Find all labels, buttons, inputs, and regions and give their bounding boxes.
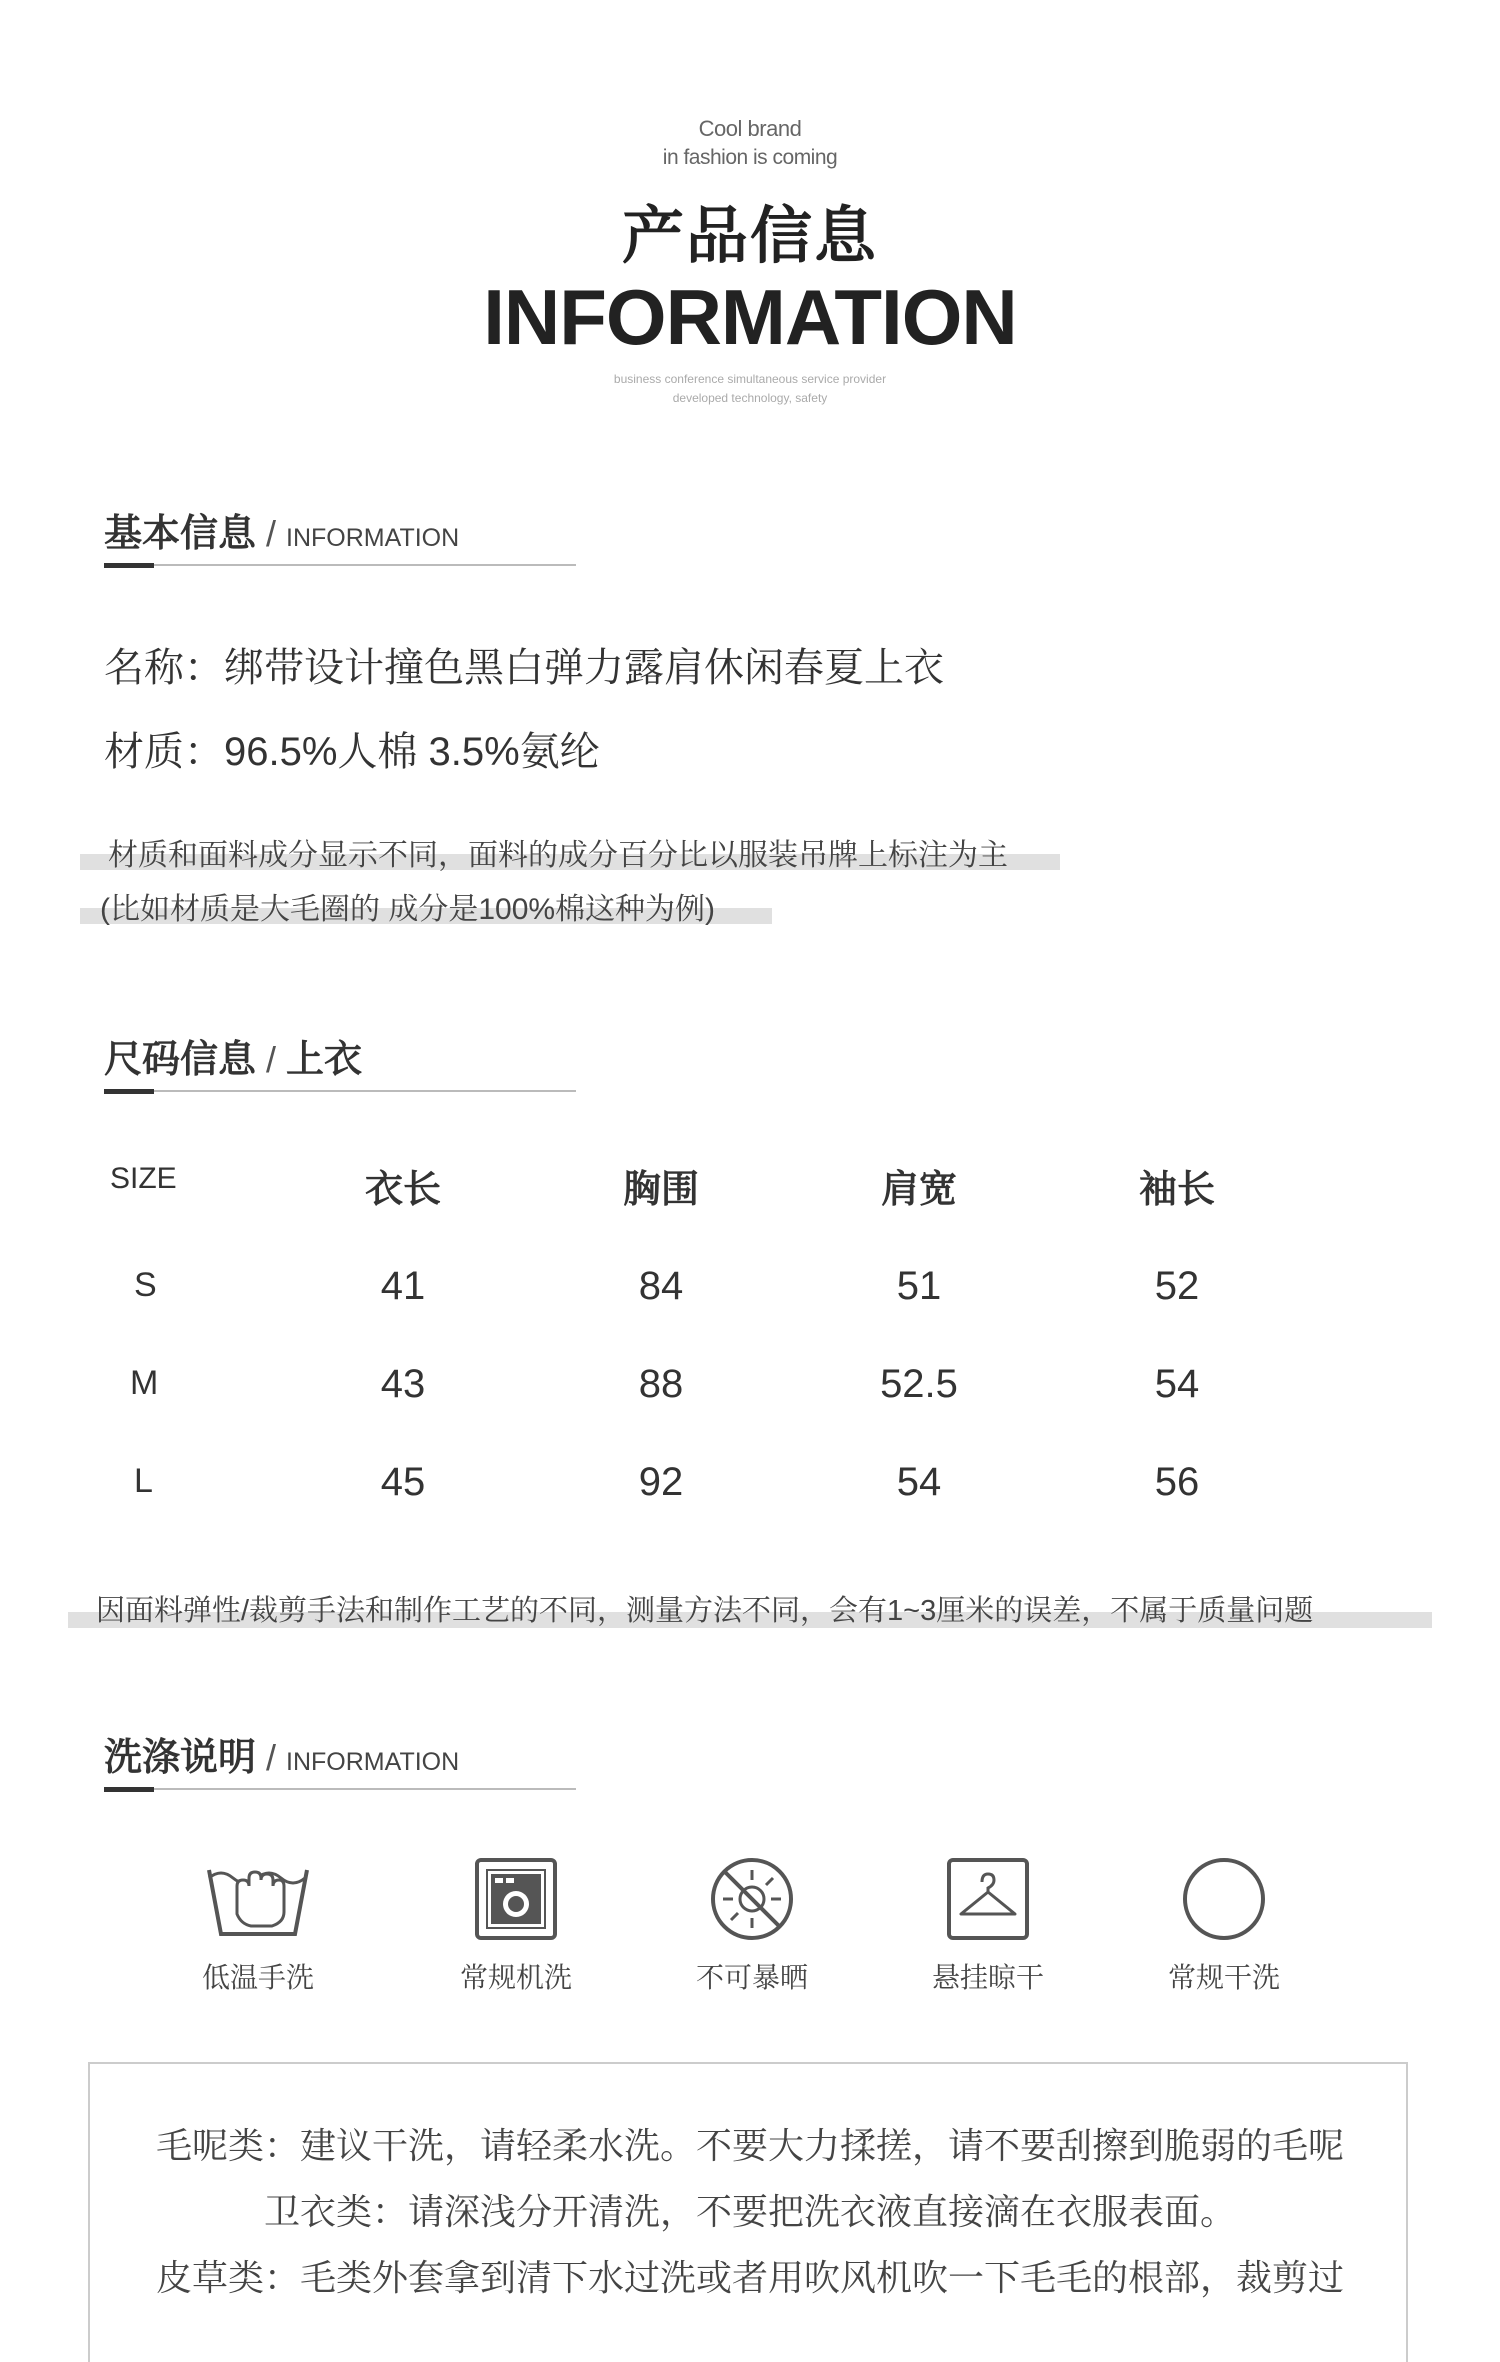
tagline-1: business conference simultaneous service provider [613,372,887,386]
section-accent-bar [104,1089,154,1094]
brand-line-1: Cool brand [698,116,802,141]
table-cell: 43 [380,1362,426,1406]
table-cell: 84 [638,1264,684,1308]
table-cell: 88 [638,1362,684,1406]
care-instruction-fur: 皮草类：毛类外套拿到清下水过洗或者用吹风机吹一下毛毛的根部，裁剪过 [155,2257,1344,2298]
section-title-en: INFORMATION [286,524,460,552]
table-cell: 92 [638,1460,684,1504]
section-header-size-info [104,1028,576,1100]
table-header-bust: 胸围 [622,1169,699,1211]
table-cell: 54 [896,1460,942,1504]
brand-line-2: in fashion is coming [662,146,838,169]
section-title-separator: / [266,1737,277,1778]
section-title-cn: 基本信息 [104,513,257,555]
care-label: 常规干洗 [1167,1962,1280,1993]
care-instruction-wool: 毛呢类：建议干洗，请轻柔水洗。不要大力揉搓，请不要刮擦到脆弱的毛呢 [155,2125,1344,2166]
section-title-separator: / [266,1039,277,1080]
section-divider [104,1090,576,1092]
table-cell: 45 [380,1460,426,1504]
section-title-cn: 尺码信息 [104,1039,257,1081]
section-title-sub: 上衣 [286,1039,363,1081]
section-header-wash-info [104,1726,576,1798]
care-item-hand-wash [158,1856,358,1996]
material-note-2-text: (比如材质是大毛圈的 成分是100%棉这种为例) [100,893,716,926]
care-item-no-sun [652,1856,852,1996]
section-accent-bar [104,563,154,568]
section-divider [104,1788,576,1790]
tagline-2: developed technology, safety [672,391,828,405]
measurement-note [68,1584,1432,1628]
care-instructions-box [88,2062,1408,2362]
section-title-cn: 洗涤说明 [104,1737,257,1779]
table-cell-size: S [134,1266,157,1304]
table-cell: 54 [1154,1362,1200,1406]
care-label: 不可暴晒 [695,1962,808,1993]
table-cell: 51 [896,1264,942,1308]
section-accent-bar [104,1787,154,1792]
hand-wash-icon [203,1856,313,1942]
section-title [104,1028,362,1083]
table-cell-size: L [134,1462,153,1500]
section-title [104,502,459,557]
care-label: 低温手洗 [201,1962,314,1993]
table-cell: 56 [1154,1460,1200,1504]
page-title-en: INFORMATION [483,273,1017,361]
table-header-length: 衣长 [364,1169,441,1211]
table-header-size: SIZE [110,1162,177,1195]
care-item-hang-dry [888,1856,1088,1996]
material-note-1-text: 材质和面料成分显示不同，面料的成分百分比以服装吊牌上标注为主 [108,839,1008,872]
measurement-note-text: 因面料弹性/裁剪手法和制作工艺的不同，测量方法不同，会有1~3厘米的误差，不属于质量问题 [96,1595,1314,1627]
machine-wash-icon [473,1856,559,1942]
hang-dry-icon [945,1856,1031,1942]
care-item-dry-clean [1124,1856,1324,1996]
care-label: 常规机洗 [459,1962,572,1993]
product-name: 名称：绑带设计撞色黑白弹力露肩休闲春夏上衣 [104,646,944,690]
table-header-shoulder: 肩宽 [880,1169,957,1211]
dry-clean-icon [1181,1856,1267,1942]
care-item-machine-wash [416,1856,616,1996]
page-title-cn: 产品信息 [621,202,878,271]
table-cell-size: M [130,1364,159,1402]
section-header-basic-info [104,502,576,574]
care-label: 悬挂晾干 [931,1962,1044,1993]
table-header-sleeve: 袖长 [1138,1169,1215,1211]
product-material: 材质：96.5%人棉 3.5%氨纶 [104,730,600,774]
section-title [104,1726,459,1781]
no-sun-icon [709,1856,795,1942]
table-cell: 52.5 [880,1362,958,1406]
table-cell: 41 [380,1264,426,1308]
table-cell: 52 [1154,1264,1200,1308]
care-instruction-sweatshirt: 卫衣类：请深浅分开清洗，不要把洗衣液直接滴在衣服表面。 [263,2191,1236,2232]
section-title-separator: / [266,513,277,554]
section-title-en: INFORMATION [286,1748,460,1776]
section-divider [104,564,576,566]
